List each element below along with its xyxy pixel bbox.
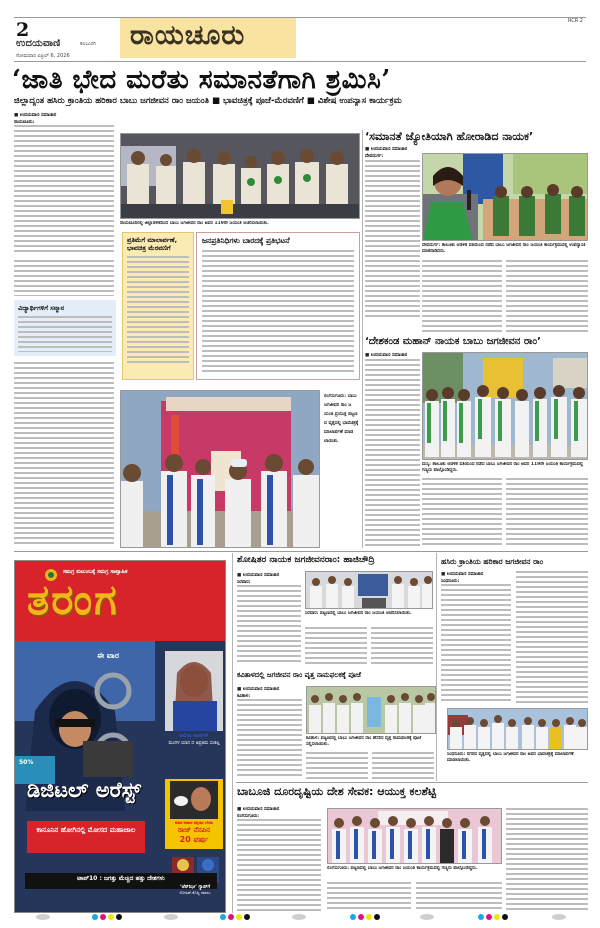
lead-body-text-3	[14, 362, 114, 546]
ad-bottom-strip: ಟಾಪ್10 : ಜಗತ್ತು ಮೆಚ್ಚಿದ ಹತ್ತು ದೇಶಗಳು	[77, 875, 165, 882]
lead-body-text-2	[14, 260, 114, 296]
garland-photo	[120, 390, 320, 548]
issue-date: ಸೋಮವಾರ ಏಪ್ರಿಲ್ 6, 2026	[16, 53, 70, 59]
lead-dateline: ರಾಯಚೂರು:	[14, 120, 35, 125]
lead-photo-figures	[121, 134, 360, 219]
registration-dot-yellow	[494, 914, 500, 920]
main-headline: ‘ಜಾತಿ ಭೇದ ಮರೆತು ಸಮಾನತೆಗಾಗಿ ಶ್ರಮಿಸಿ’	[12, 65, 391, 95]
registration-dot-magenta	[486, 914, 492, 920]
hasiru-dateline: ಸಿಂಧನೂರು:	[441, 579, 460, 584]
hasiru-divider	[436, 553, 437, 781]
right-story-body	[365, 160, 420, 320]
registration-dot-cyan	[350, 914, 356, 920]
registration-dot-yellow	[108, 914, 114, 920]
kavitala-dateline: ಕವಿತಾಳ:	[237, 694, 251, 699]
ad-person1-desc: ಮಂಗಳ ಯಾನ ದ ಅಪ್ರತಿಮ ಸಂಕಲ್ಪ	[168, 741, 220, 746]
babuji-top-rule	[236, 782, 588, 783]
blue-sidebar-box	[14, 300, 116, 356]
kavitala-headline: ಕವಿತಾಳದಲ್ಲಿ ಜಗಜೀವನ ರಾಂ ವೃತ್ತ ನಾಮಫಲಕಕ್ಕೆ ಪೂಜೆ	[237, 671, 361, 679]
deshakanda-headline: ‘ದೇಶಕಂಡ ಮಹಾನ್ ನಾಯಕ ಬಾಬು ಜಗಜೀವನ ರಾಂ’	[365, 336, 541, 347]
speaker-photo	[422, 153, 588, 241]
mid-page-rule	[14, 551, 588, 552]
registration-oval	[552, 914, 566, 920]
kavitala-byline: ■ ಉದಯವಾಣಿ ಸಮಾಚಾರ	[237, 687, 280, 692]
lead-body-text	[14, 125, 114, 255]
ad-cover-story: ಡಿಜಿಟಲ್ ಅರೆಸ್ಟ್	[27, 778, 142, 802]
registration-dot-yellow	[366, 914, 372, 920]
babuji-photo-caption: ಲಿಂಗಸುಗೂರು: ಪಟ್ಟಣದಲ್ಲಿ ಬಾಬು ಜಗಜೀವನ ರಾಂ ಜಯಂತಿ ಕಾರ್ಯಕ್ರಮದಲ್ಲಿ ಗಣ್ಯರು ಪಾಲ್ಗೊಂಡಿದ್ದರು.	[327, 866, 478, 871]
hasiru-photo	[447, 708, 588, 750]
registration-dot-black	[374, 914, 380, 920]
blue-box-title: ವಿದ್ಯಾರ್ಥಿಗಳಿಗೆ ಸನ್ಮಾನ	[18, 304, 65, 312]
kavitala-body-2	[306, 752, 368, 780]
kavitala-photo-caption: ಕವಿತಾಳ: ಪಟ್ಟಣದಲ್ಲಿ ಬಾಬು ಜಗಜೀವನ ರಾಂ ಹೆಸರಿನ ವೃತ್ತ ನಾಮಫಲಕಕ್ಕೆ ಪೂಜೆ ಸಲ್ಲಿಸಲಾಯಿತು.	[306, 736, 422, 747]
deshakanda-body	[365, 359, 420, 546]
shoshitara-byline: ■ ಉದಯವಾಣಿ ಸಮಾಚಾರ	[237, 573, 280, 578]
kavitala-photo-figures	[307, 687, 436, 734]
babuji-body-3	[416, 882, 502, 912]
speaker-photo-figures	[423, 154, 588, 241]
headline-kicker: ಜಿಲ್ಲಾದ್ಯಂತ ಹಸಿರು ಕ್ರಾಂತಿಯ ಹರಿಕಾರ ಬಾಬು ಜಗಜೀವನ ರಾಂ ಜಯಂತಿ ■ ಭಾವಚಿತ್ರಕ್ಕೆ ಪೂಜೆ-ಮೆರವಣಿಗೆ ■ ವಿಶೇಷ ಉಪನ್ಯಾಸ ಕಾರ್ಯಕ್ರಮ	[14, 96, 402, 106]
garland-photo-caption: ಲಿಂಗಸುಗೂರು: ಬಾಬು ಜಗಜೀವನ ರಾಂ ಜಯಂತಿ ಪ್ರಯುಕ್ತ ಪಟ್ಟಣದ ವೃತ್ತದಲ್ಲಿ ಭಾವಚಿತ್ರಕ್ಕೆ ಮಾಲಾರ್ಪಣೆ ಮಾಡಲಾಯಿತು.	[324, 394, 359, 444]
registration-dot-magenta	[358, 914, 364, 920]
registration-dot-yellow	[236, 914, 242, 920]
shoshitara-body-2	[305, 627, 367, 667]
hasiru-body-2	[516, 571, 588, 704]
garland-photo-figures	[121, 391, 320, 548]
speaker-photo-caption: ದೇವದುರ್ಗ: ತಾಲೂಕು ಆಡಳಿತ ವತಿಯಿಂದ ನಡೆದ ಬಾಬು ಜಗಜೀವನ ರಾಂ ಜಯಂತಿ ಕಾರ್ಯಕ್ರಮದಲ್ಲಿ ಉಪನ್ಯಾಸಕಿ ಮಾತನಾಡಿದರು.	[422, 243, 586, 254]
shoshitara-photo-caption: ಸಿರವಾರ: ಪಟ್ಟಣದಲ್ಲಿ ಬಾಬು ಜಗಜೀವನ ರಾಂ ಜಯಂತಿ ಆಚರಿಸಲಾಯಿತು.	[305, 611, 412, 616]
taranga-advertisement[interactable]	[14, 560, 226, 913]
column-divider	[362, 130, 363, 548]
ad-column-divider	[232, 553, 233, 913]
brand-logo-text: ಉದಯವಾಣಿ	[16, 38, 61, 49]
hasiru-body	[441, 584, 511, 704]
babuji-dateline: ಲಿಂಗಸುಗೂರು:	[237, 814, 260, 819]
shoshitara-headline: ಶೋಷಿತರ ನಾಯಕ ಜಗಜೀವನರಾಂ: ಹಾಜಿಚೌದ್ರಿ	[237, 555, 375, 565]
registration-dot-cyan	[478, 914, 484, 920]
hasiru-byline: ■ ಉದಯವಾಣಿ ಸಮಾಚಾರ	[441, 572, 484, 577]
deshakanda-body-2	[422, 478, 502, 546]
page-number: 2	[16, 19, 30, 41]
page-code: RCR 2	[568, 18, 583, 24]
masthead-bottom-rule	[14, 61, 586, 62]
outlined-news-box	[196, 232, 360, 380]
shoshitara-dateline: ಸಿರವಾರ:	[237, 580, 251, 585]
kavitala-body	[237, 699, 302, 779]
right-story-body-2	[422, 260, 502, 332]
lead-photo-caption: ರಾಯಚೂರಿನಲ್ಲಿ ಜಿಲ್ಲಾಡಳಿತದಿಂದ ಬಾಬು ಜಗಜೀವನ ರಾಂ ಅವರ 119ನೇ ಜಯಂತಿ ಆಚರಿಸಲಾಯಿತು.	[120, 221, 269, 226]
ad-person1-name: ಅಲಿಸಾ ಕಾರ್ಸನ್	[179, 733, 209, 739]
hasiru-headline: ಹಸಿರು ಕ್ರಾಂತಿಯ ಹರಿಕಾರ ಜಗಜೀವನ ರಾಂ	[441, 557, 544, 566]
hasiru-photo-figures	[448, 709, 588, 750]
registration-oval	[292, 914, 306, 920]
shoshitara-body-3	[371, 627, 433, 667]
outlined-box-text	[202, 250, 354, 374]
procession-photo	[422, 352, 588, 460]
kavitala-body-3	[372, 752, 434, 780]
right-story-dateline: ದೇವದುರ್ಗ:	[365, 154, 384, 159]
ad-cricket-title: ‘ಜೆನ್‌ಝೀ’ ಗ್ಯಾಪ್‌ಗೆ	[179, 885, 211, 890]
registration-dot-cyan	[92, 914, 98, 920]
ad-title: ತರಂಗ	[27, 575, 119, 624]
registration-dot-cyan	[220, 914, 226, 920]
babuji-headline: ಬಾಬೂಜಿ ದೂರದೃಷ್ಟಿಯ ದೇಶ ಸೇವಕ: ಆಯುಕ್ತ ಕಲಶೆಟ್ಟಿ	[237, 785, 437, 798]
section-title: ರಾಯಚೂರು	[130, 20, 246, 51]
ad-tagline: ಸಮಗ್ರ ಕುಟುಂಬಕ್ಕೆ ಸಮಗ್ರ ಸಾಪ್ತಾಹಿಕ	[63, 569, 128, 575]
procession-photo-caption: ಮಸ್ಕಿ: ತಾಲೂಕು ಆಡಳಿತ ವತಿಯಿಂದ ನಡೆದ ಬಾಬು ಜಗಜೀವನ ರಾಂ ಅವರ 119ನೇ ಜಯಂತಿ ಕಾರ್ಯಕ್ರಮದಲ್ಲಿ ಗಣ್ಯರು ಪಾಲ್ಗೊಂಡಿದ್ದರು.	[422, 462, 584, 473]
registration-oval	[36, 914, 50, 920]
shoshitara-body	[237, 585, 301, 665]
right-story-byline: ■ ಉದಯವಾಣಿ ಸಮಾಚಾರ	[365, 147, 408, 152]
ad-cover-strap: ಕಾನೂನಿನ ಹೋಗಿನಲ್ಲಿ ಮೋಸದ ಮಹಾಜಾಲ	[36, 826, 136, 834]
procession-photo-figures	[423, 353, 588, 460]
registration-dot-black	[116, 914, 122, 920]
deshakanda-body-3	[506, 478, 588, 546]
ad-raj-years: 20 ವರ್ಷ	[179, 835, 209, 844]
babuji-body-4	[506, 808, 588, 912]
kavitala-photo	[306, 686, 436, 734]
lead-photo	[120, 133, 360, 219]
babuji-body-2	[327, 882, 411, 912]
babuji-body	[237, 819, 321, 911]
ad-screen-label: 50%	[19, 759, 34, 766]
ad-subtitle: ಈ ವಾರ	[97, 651, 119, 660]
deshakanda-byline: ■ ಉದಯವಾಣಿ ಸಮಾಚಾರ	[365, 353, 408, 358]
lead-byline: ■ ಉದಯವಾಣಿ ಸಮಾಚಾರ	[14, 113, 57, 118]
registration-oval	[164, 914, 178, 920]
shoshitara-photo-figures	[306, 572, 433, 609]
yellow-box-title: ಪ್ರತಿಮೆಗೆ ಮಾಲಾರ್ಪಣೆ, ಭಾವಚಿತ್ರ ಮೆರವಣಿಗೆ	[127, 236, 178, 252]
babuji-photo-figures	[328, 809, 502, 864]
ad-raj-kicker: ಅಜರ-ಅಮರ ಕನ್ನಡದ ಬೆಳಕು	[174, 820, 214, 825]
ad-cricket-sub: ರೋಹಿತ್-ಕೊಹ್ಲಿ ಸವಾಲು	[179, 890, 211, 895]
shoshitara-photo	[305, 571, 433, 609]
right-story-headline: ‘ಸಮಾನತೆ ಜ್ಯೋತಿಯಾಗಿ ಹೋರಾಡಿದ ನಾಯಕ’	[365, 130, 534, 143]
babuji-byline: ■ ಉದಯವಾಣಿ ಸಮಾಚಾರ	[237, 807, 280, 812]
outlined-box-title: ಜನಪ್ರತಿನಿಧಿಗಳು ಬಾರದಕ್ಕೆ ಪ್ರತಿಭಟನೆ	[202, 236, 290, 245]
registration-dot-magenta	[228, 914, 234, 920]
registration-dot-black	[502, 914, 508, 920]
hasiru-photo-caption: ಸಿಂಧನೂರು: ನಗರದ ವೃತ್ತದಲ್ಲಿ ಬಾಬು ಜಗಜೀವನ ರಾಂ ಅವರ ಭಾವಚಿತ್ರಕ್ಕೆ ಮಾಲಾರ್ಪಣೆ ಮಾಡಲಾಯಿತು.	[447, 752, 574, 763]
edition-label: ಕಲಬುರಗಿ	[80, 41, 96, 47]
blue-box-text	[18, 316, 112, 352]
ad-raj-title: ರಾಜ್ ನೆನಪಿನ	[177, 826, 211, 834]
registration-oval	[420, 914, 434, 920]
top-rule	[14, 17, 586, 18]
right-story-body-3	[506, 260, 588, 332]
registration-dot-black	[244, 914, 250, 920]
yellow-sidebar-box	[122, 232, 194, 380]
babuji-photo	[327, 808, 502, 864]
yellow-box-text	[127, 256, 189, 366]
registration-dot-magenta	[100, 914, 106, 920]
